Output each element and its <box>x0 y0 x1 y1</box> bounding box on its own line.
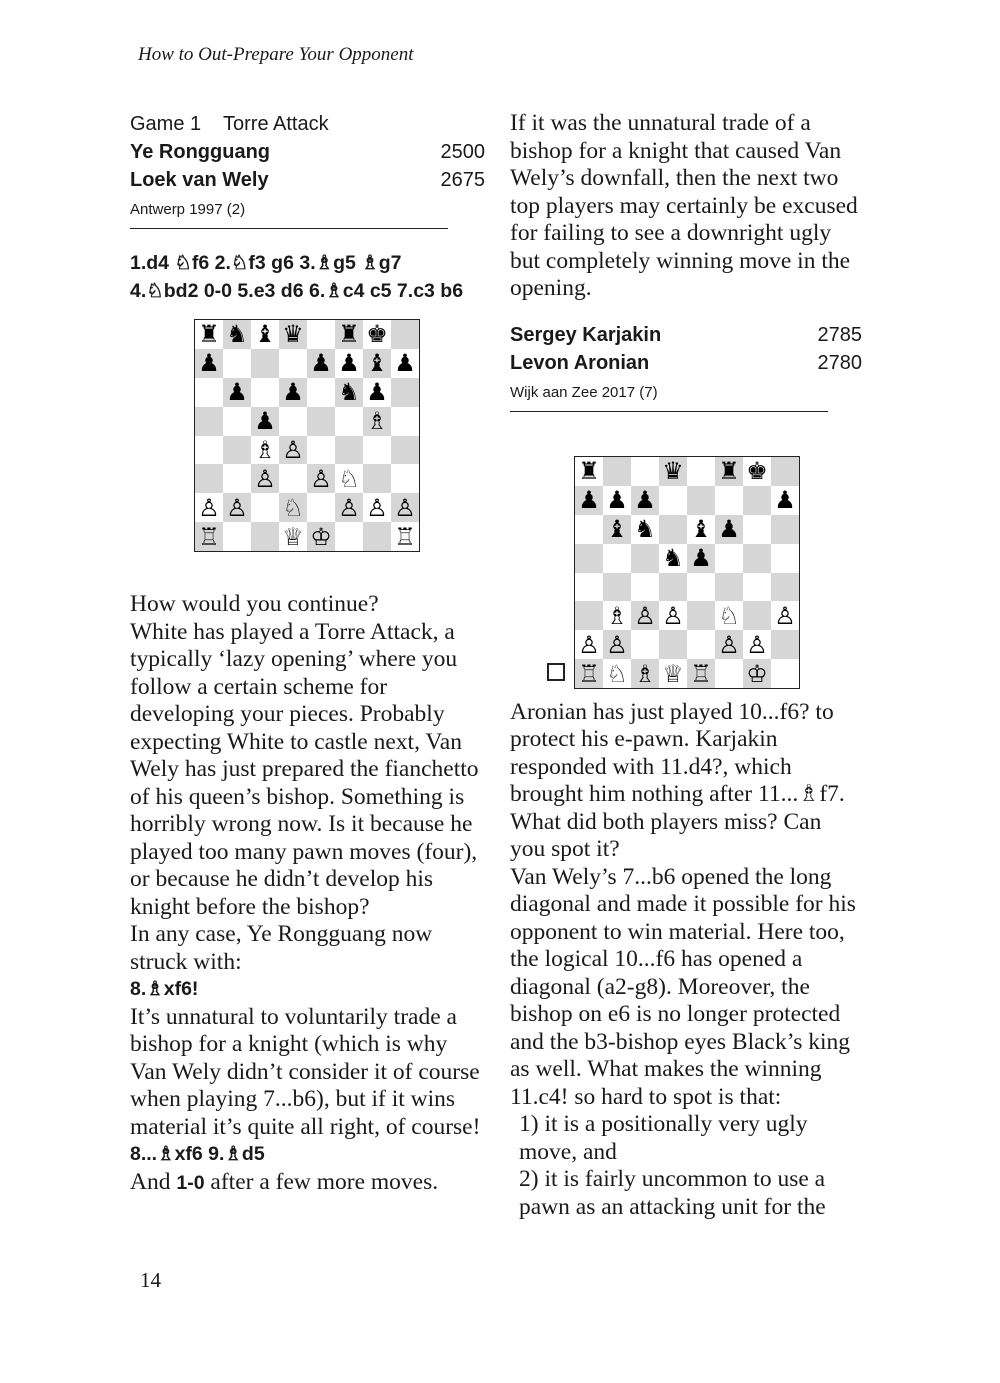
board-square: ♔ <box>307 522 335 551</box>
board-square: ♝ <box>251 320 279 349</box>
result-paragraph <box>130 1169 485 1198</box>
board-square: ♔ <box>743 659 771 688</box>
board-square: ♛ <box>279 320 307 349</box>
board-square: ♕ <box>659 659 687 688</box>
result-text-pre: And <box>130 1168 177 1195</box>
board-square <box>391 407 419 436</box>
board-square: ♖ <box>687 659 715 688</box>
black-player-rating: 2675 <box>440 169 485 191</box>
board-square <box>223 436 251 465</box>
white-player-row <box>130 138 485 166</box>
board-square <box>771 573 799 602</box>
board-square: ♙ <box>391 493 419 522</box>
body-paragraph: Aronian has just played 10...f6? to protect his e-pawn. Karjakin responded with 11.d4?, which brought him nothing after 11...♗f7. What did both players miss? Can you spot it? <box>510 698 845 862</box>
board-square <box>195 464 223 493</box>
board-square: ♙ <box>715 630 743 659</box>
board-square <box>715 544 743 573</box>
board-square <box>687 630 715 659</box>
white-player-rating: 2785 <box>817 323 862 346</box>
move-annotation: 8...♗xf6 9.♗d5 <box>130 1143 265 1165</box>
running-head: How to Out-Prepare Your Opponent <box>138 44 414 65</box>
left-column <box>130 110 485 1197</box>
board-square: ♝ <box>363 349 391 378</box>
chess-diagram-2 <box>574 456 800 689</box>
board-square: ♚ <box>363 320 391 349</box>
board-square <box>391 320 419 349</box>
board-square <box>251 522 279 551</box>
board-square: ♜ <box>195 320 223 349</box>
board-square <box>631 630 659 659</box>
board-square <box>771 544 799 573</box>
divider <box>130 228 448 229</box>
intro-paragraph: If it was the unnatural trade of a bishop for a knight that caused Van Wely’s downfall, then the next two top players may certainly be excused for failing to see a downright ugly but completely winning move in the opening. <box>510 110 858 301</box>
board-square <box>195 407 223 436</box>
board-square <box>743 544 771 573</box>
move-annotation: 8.♗xf6! <box>130 978 199 1000</box>
list-item: 1) it is a positionally very ugly move, and <box>519 1111 808 1165</box>
board-square <box>335 436 363 465</box>
game-label: Game 1 Torre Attack <box>130 113 329 135</box>
board-square: ♟ <box>603 486 631 515</box>
board-square: ♗ <box>251 436 279 465</box>
board-square: ♜ <box>335 320 363 349</box>
board-square: ♗ <box>603 601 631 630</box>
black-player-row <box>510 349 862 377</box>
board-square: ♙ <box>335 493 363 522</box>
board-square: ♖ <box>391 522 419 551</box>
board-square: ♙ <box>771 601 799 630</box>
board-square <box>223 349 251 378</box>
body-paragraph: In any case, Ye Rongguang now struck with: <box>130 921 433 975</box>
game-event: Antwerp 1997 (2) <box>130 201 246 218</box>
board-square: ♙ <box>743 630 771 659</box>
board-square <box>631 457 659 486</box>
board-square: ♟ <box>335 349 363 378</box>
board-square <box>279 464 307 493</box>
board-square: ♘ <box>279 493 307 522</box>
board-square: ♞ <box>659 544 687 573</box>
body-paragraph: Van Wely’s 7...b6 opened the long diagonal and made it possible for his opponent to win material. Here too, the logical 10...f6 has opened a diagonal (a2-g8). Moreover, the bishop on e6 is no longer protected and the b3-bishop eyes Black’s king as well. What makes the winning 11.c4! so hard to spot is that: <box>510 863 856 1110</box>
board-square <box>659 573 687 602</box>
result-text-post: after a few more moves. <box>204 1168 439 1195</box>
question-text: How would you continue? <box>130 591 379 617</box>
board-square: ♗ <box>631 659 659 688</box>
board-square <box>603 573 631 602</box>
board-square <box>307 378 335 407</box>
board-square: ♙ <box>307 464 335 493</box>
board-square <box>743 601 771 630</box>
board-square <box>575 544 603 573</box>
board-square: ♙ <box>659 601 687 630</box>
white-to-move-indicator <box>547 663 565 681</box>
board-square: ♙ <box>575 630 603 659</box>
board-square <box>743 486 771 515</box>
board-square <box>195 436 223 465</box>
board-square: ♙ <box>251 464 279 493</box>
body-paragraph: White has played a Torre Attack, a typically ‘lazy opening’ where you follow a certain scheme for developing your pieces. Probably expecting White to castle next, Van Wely has just prepared the fianchetto of his queen’s bishop. Something is horribly wrong now. Is it because he played too many pawn moves (four), or because he didn’t develop his knight before the bishop? <box>130 618 479 920</box>
board-square: ♟ <box>307 349 335 378</box>
board-square <box>575 601 603 630</box>
board-square: ♗ <box>363 407 391 436</box>
board-square <box>659 515 687 544</box>
board-square <box>603 457 631 486</box>
list-item: 2) it is fairly uncommon to use a pawn as an attacking unit for the <box>519 1166 826 1220</box>
board-square <box>715 573 743 602</box>
board-square <box>363 436 391 465</box>
board-square: ♟ <box>687 544 715 573</box>
board-square: ♙ <box>223 493 251 522</box>
board-square <box>223 464 251 493</box>
board-square: ♟ <box>391 349 419 378</box>
board-square <box>363 522 391 551</box>
result-score: 1-0 <box>176 1171 205 1194</box>
board-square: ♟ <box>575 486 603 515</box>
white-player-row <box>510 321 862 349</box>
board-square <box>687 601 715 630</box>
board-square: ♞ <box>631 515 659 544</box>
game-event: Wijk aan Zee 2017 (7) <box>510 383 658 401</box>
black-player-rating: 2780 <box>817 351 862 374</box>
board-square: ♝ <box>603 515 631 544</box>
board-square <box>771 457 799 486</box>
board-square: ♟ <box>715 515 743 544</box>
board-square <box>363 464 391 493</box>
board-square: ♜ <box>715 457 743 486</box>
board-square: ♟ <box>363 378 391 407</box>
board-square: ♘ <box>603 659 631 688</box>
board-square: ♟ <box>223 378 251 407</box>
board-square <box>391 378 419 407</box>
board-square <box>307 493 335 522</box>
chess-diagram-1 <box>194 319 420 552</box>
board-square: ♙ <box>603 630 631 659</box>
board-square <box>335 407 363 436</box>
board-square: ♟ <box>631 486 659 515</box>
board-square <box>771 630 799 659</box>
board-square <box>715 486 743 515</box>
board-square: ♞ <box>223 320 251 349</box>
board-square: ♕ <box>279 522 307 551</box>
board-square <box>743 573 771 602</box>
board-square <box>195 378 223 407</box>
white-player-name: Sergey Karjakin <box>510 323 662 346</box>
white-player-rating: 2500 <box>440 141 485 163</box>
board-square <box>603 544 631 573</box>
opening-moves <box>130 249 485 305</box>
board-square: ♘ <box>335 464 363 493</box>
board-square <box>251 378 279 407</box>
board-square <box>715 659 743 688</box>
board-square <box>279 407 307 436</box>
board-square: ♙ <box>363 493 391 522</box>
board-square <box>687 486 715 515</box>
board-square <box>631 544 659 573</box>
board-square: ♙ <box>195 493 223 522</box>
board-square <box>687 573 715 602</box>
board-square: ♜ <box>575 457 603 486</box>
board-square <box>251 349 279 378</box>
black-player-row <box>130 166 485 194</box>
board-square: ♟ <box>771 486 799 515</box>
board-square: ♙ <box>631 601 659 630</box>
board-square <box>687 457 715 486</box>
board-square <box>279 349 307 378</box>
board-square: ♙ <box>279 436 307 465</box>
board-square <box>335 522 363 551</box>
board-square <box>223 407 251 436</box>
board-square: ♖ <box>195 522 223 551</box>
board-square <box>251 493 279 522</box>
board-square <box>307 436 335 465</box>
board-square: ♟ <box>195 349 223 378</box>
board-square <box>631 573 659 602</box>
board-square: ♟ <box>279 378 307 407</box>
board-square: ♘ <box>715 601 743 630</box>
body-paragraph: It’s unnatural to voluntarily trade a bishop for a knight (which is why Van Wely didn’t consider it of course when playing 7...b6), but if it wins material it’s quite all right, of course! <box>130 1003 481 1140</box>
page-number: 14 <box>140 1268 161 1292</box>
board-square <box>659 486 687 515</box>
black-player-name: Levon Aronian <box>510 351 650 374</box>
black-player-name: Loek van Wely <box>130 169 269 191</box>
board-square <box>391 436 419 465</box>
board-square: ♝ <box>687 515 715 544</box>
board-square <box>659 630 687 659</box>
board-square: ♞ <box>335 378 363 407</box>
board-square <box>771 659 799 688</box>
board-square <box>575 573 603 602</box>
board-square: ♟ <box>251 407 279 436</box>
board-square <box>575 515 603 544</box>
moves-line-2: 4.♘bd2 0-0 5.e3 d6 6.♗c4 c5 7.c3 b6 <box>130 280 464 302</box>
board-square <box>771 515 799 544</box>
board-square: ♖ <box>575 659 603 688</box>
board-square <box>391 464 419 493</box>
board-square <box>307 320 335 349</box>
board-square <box>307 407 335 436</box>
board-square: ♛ <box>659 457 687 486</box>
board-square: ♚ <box>743 457 771 486</box>
board-square <box>743 515 771 544</box>
white-player-name: Ye Rongguang <box>130 141 270 163</box>
moves-line-1: 1.d4 ♘f6 2.♘f3 g6 3.♗g5 ♗g7 <box>130 252 402 274</box>
board-square <box>223 522 251 551</box>
